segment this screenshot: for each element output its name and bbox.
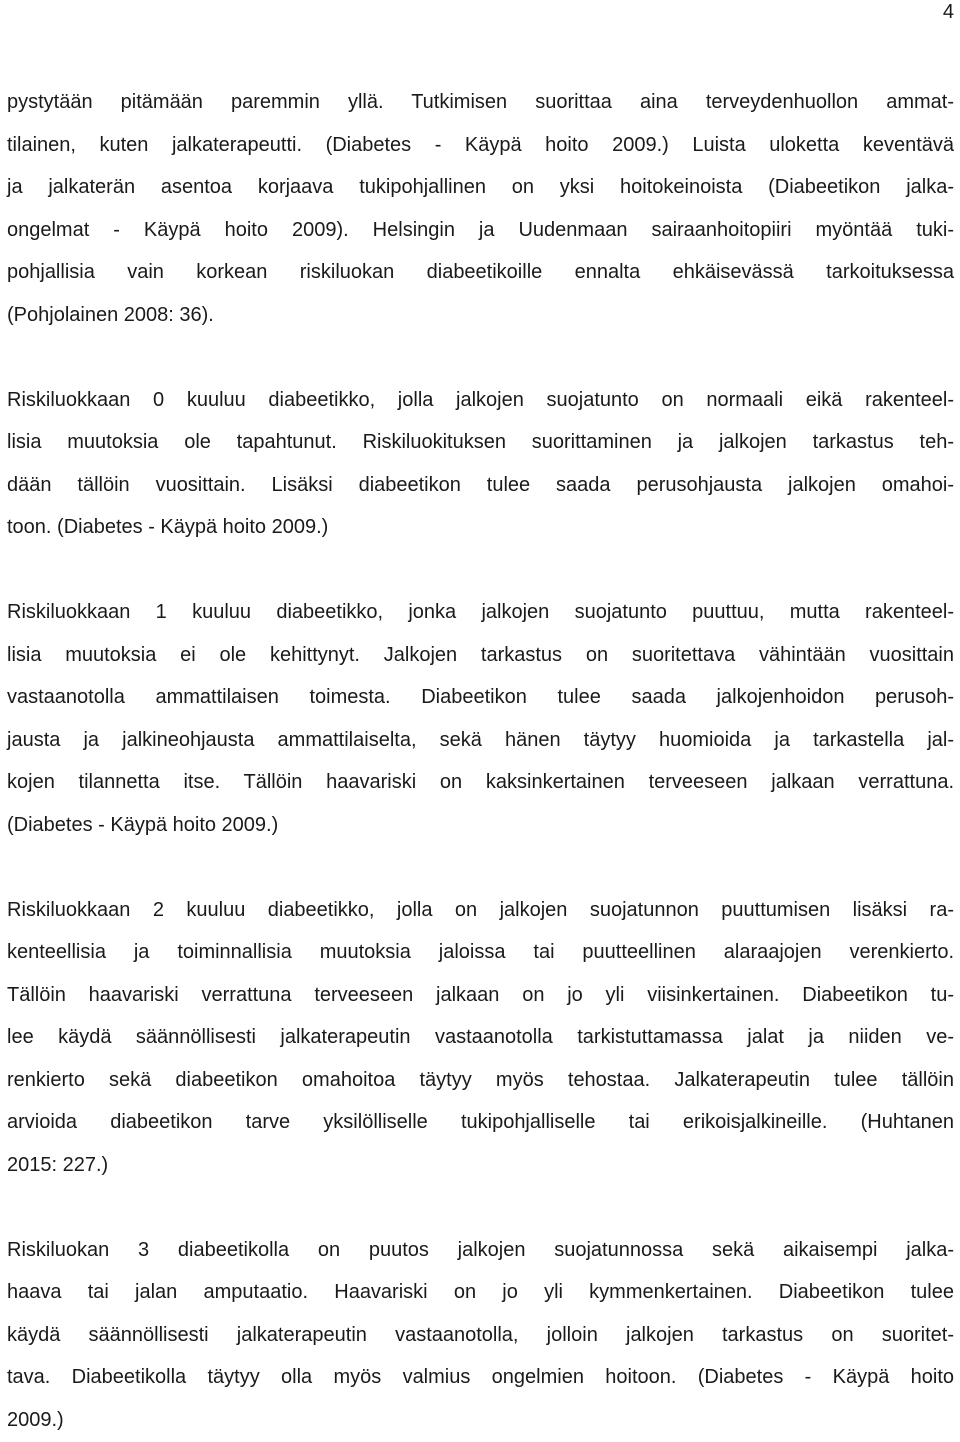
- text-line: lisia muutoksia ole tapahtunut. Riskiluokituksen suorittaminen ja jalkojen tarkastus teh-: [7, 431, 954, 454]
- text-line: ja jalkaterän asentoa korjaava tukipohjallinen on yksi hoitokeinoista (Diabeetikon jalka-: [7, 176, 954, 199]
- text-line: kojen tilannetta itse. Tällöin haavariski on kaksinkertainen terveeseen jalkaan verrattuna.: [7, 771, 954, 794]
- paragraph-4: [7, 889, 954, 1187]
- text-line: dään tällöin vuosittain. Lisäksi diabeetikon tulee saada perusohjausta jalkojen omahoi-: [7, 473, 954, 496]
- text-line: (Pohjolainen 2008: 36).: [7, 303, 214, 326]
- text-line: Tällöin haavariski verrattuna terveeseen jalkaan on jo yli viisinkertainen. Diabeetikon tu-: [7, 983, 954, 1006]
- text-line: 2009.): [7, 1409, 64, 1432]
- paragraph-1: [7, 81, 954, 337]
- text-line: Riskiluokkaan 0 kuuluu diabeetikko, jolla jalkojen suojatunto on normaali eikä rakenteel-: [7, 388, 954, 411]
- paragraph-3: [7, 591, 954, 847]
- paragraph-5: [7, 1229, 954, 1442]
- text-line: Riskiluokkaan 1 kuuluu diabeetikko, jonka jalkojen suojatunto puuttuu, mutta rakenteel-: [7, 600, 954, 623]
- text-line: (Diabetes - Käypä hoito 2009.): [7, 813, 279, 836]
- text-line: 2015: 227.): [7, 1154, 109, 1177]
- text-line: toon. (Diabetes - Käypä hoito 2009.): [7, 516, 329, 539]
- text-line: jausta ja jalkineohjausta ammattilaiselta, sekä hänen täytyy huomioida ja tarkastella jal-: [7, 728, 954, 751]
- text-line: lee käydä säännöllisesti jalkaterapeutin vastaanotolla tarkistuttamassa jalat ja niiden ve-: [7, 1026, 954, 1049]
- text-line: ongelmat - Käypä hoito 2009). Helsingin ja Uudenmaan sairaanhoitopiiri myöntää tuki-: [7, 218, 954, 241]
- text-line: Riskiluokan 3 diabeetikolla on puutos jalkojen suojatunnossa sekä aikaisempi jalka-: [7, 1238, 954, 1261]
- text-line: arvioida diabeetikon tarve yksilölliselle tukipohjalliselle tai erikoisjalkineille. (Huhtanen: [7, 1111, 954, 1134]
- text-line: lisia muutoksia ei ole kehittynyt. Jalkojen tarkastus on suoritettava vähintään vuosittain: [7, 643, 954, 666]
- text-line: pohjallisia vain korkean riskiluokan diabeetikoille ennalta ehkäisevässä tarkoituksessa: [7, 261, 954, 284]
- document-body: [7, 81, 954, 1442]
- text-line: kenteellisia ja toiminnallisia muutoksia jaloissa tai puutteellinen alaraajojen verenkierto.: [7, 941, 954, 964]
- text-line: tilainen, kuten jalkaterapeutti. (Diabetes - Käypä hoito 2009.) Luista uloketta keventävä: [7, 133, 954, 156]
- text-line: käydä säännöllisesti jalkaterapeutin vastaanotolla, jolloin jalkojen tarkastus on suoritet-: [7, 1323, 954, 1346]
- text-line: haava tai jalan amputaatio. Haavariski on jo yli kymmenkertainen. Diabeetikon tulee: [7, 1281, 954, 1304]
- text-line: tava. Diabeetikolla täytyy olla myös valmius ongelmien hoitoon. (Diabetes - Käypä hoito: [7, 1366, 954, 1389]
- text-line: vastaanotolla ammattilaisen toimesta. Diabeetikon tulee saada jalkojenhoidon perusoh-: [7, 686, 954, 709]
- paragraph-2: [7, 379, 954, 549]
- page-number: 4: [942, 1, 954, 23]
- text-line: renkierto sekä diabeetikon omahoitoa täytyy myös tehostaa. Jalkaterapeutin tulee tällöin: [7, 1068, 954, 1091]
- text-line: Riskiluokkaan 2 kuuluu diabeetikko, jolla on jalkojen suojatunnon puuttumisen lisäksi ra-: [7, 898, 954, 921]
- text-line: pystytään pitämään paremmin yllä. Tutkimisen suorittaa aina terveydenhuollon ammat-: [7, 91, 954, 113]
